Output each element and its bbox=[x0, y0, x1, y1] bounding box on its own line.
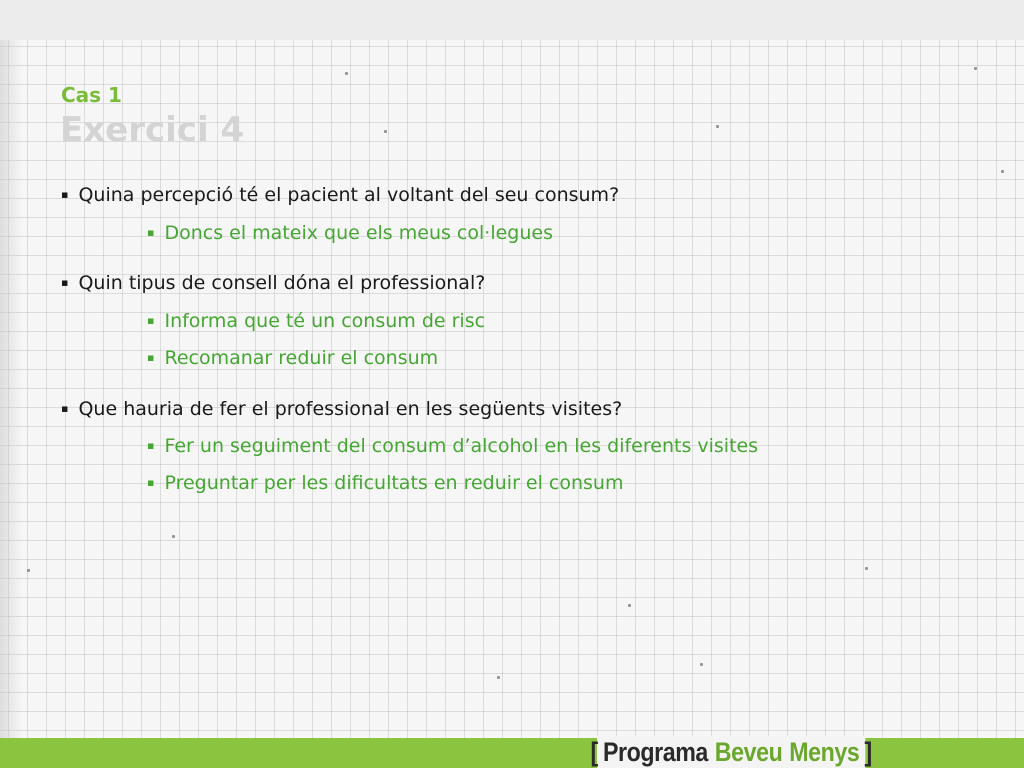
answer-item bbox=[147, 471, 623, 495]
top-band bbox=[0, 0, 1024, 40]
answer-text: Fer un seguiment del consum d’alcohol en les diferents visites bbox=[164, 435, 759, 457]
logo-word-beveu: Beveu bbox=[714, 736, 783, 767]
question-text: Quin tipus de consell dóna el professional? bbox=[78, 272, 486, 294]
paper-speck bbox=[384, 130, 387, 133]
question-text: Quina percepció té el pacient al voltant del seu consum? bbox=[78, 184, 620, 206]
bullet-square-icon: ▪ bbox=[61, 402, 69, 415]
bullet-square-icon: ▪ bbox=[147, 314, 155, 327]
answer-text: Recomanar reduir el consum bbox=[164, 347, 439, 369]
paper-speck bbox=[716, 125, 719, 128]
paper-edge-shadow bbox=[0, 40, 22, 738]
logo-bracket-close: ] bbox=[864, 736, 872, 767]
bullet-square-icon: ▪ bbox=[147, 351, 155, 364]
paper-speck bbox=[628, 604, 631, 607]
question-item bbox=[61, 271, 485, 295]
answer-text: Informa que té un consum de risc bbox=[164, 310, 486, 332]
paper-speck bbox=[497, 676, 500, 679]
slide-subtitle: Cas 1 bbox=[61, 83, 122, 107]
answer-item bbox=[147, 434, 758, 458]
program-logo bbox=[590, 736, 872, 768]
bullet-square-icon: ▪ bbox=[61, 188, 69, 201]
paper-speck bbox=[865, 567, 868, 570]
bullet-square-icon: ▪ bbox=[147, 439, 155, 452]
logo-bracket-open: [ bbox=[590, 736, 598, 767]
answer-text: Preguntar per les dificultats en reduir el consum bbox=[164, 472, 624, 494]
bullet-square-icon: ▪ bbox=[61, 276, 69, 289]
paper-speck bbox=[27, 569, 30, 572]
bullet-square-icon: ▪ bbox=[147, 226, 155, 239]
paper-speck bbox=[1001, 170, 1004, 173]
logo-word-menys: Menys bbox=[789, 736, 860, 767]
bullet-square-icon: ▪ bbox=[147, 476, 155, 489]
paper-speck bbox=[345, 72, 348, 75]
paper-speck bbox=[172, 535, 175, 538]
question-text: Que hauria de fer el professional en les següents visites? bbox=[78, 398, 623, 420]
paper-speck bbox=[700, 663, 703, 666]
answer-text: Doncs el mateix que els meus col·legues bbox=[164, 222, 553, 244]
answer-item bbox=[147, 309, 485, 333]
answer-item bbox=[147, 346, 438, 370]
paper-speck bbox=[974, 67, 977, 70]
question-item bbox=[61, 397, 622, 421]
logo-word-programa: Programa bbox=[602, 736, 708, 767]
slide-title: Exercici 4 bbox=[60, 110, 245, 150]
answer-item bbox=[147, 221, 553, 245]
question-item bbox=[61, 183, 619, 207]
